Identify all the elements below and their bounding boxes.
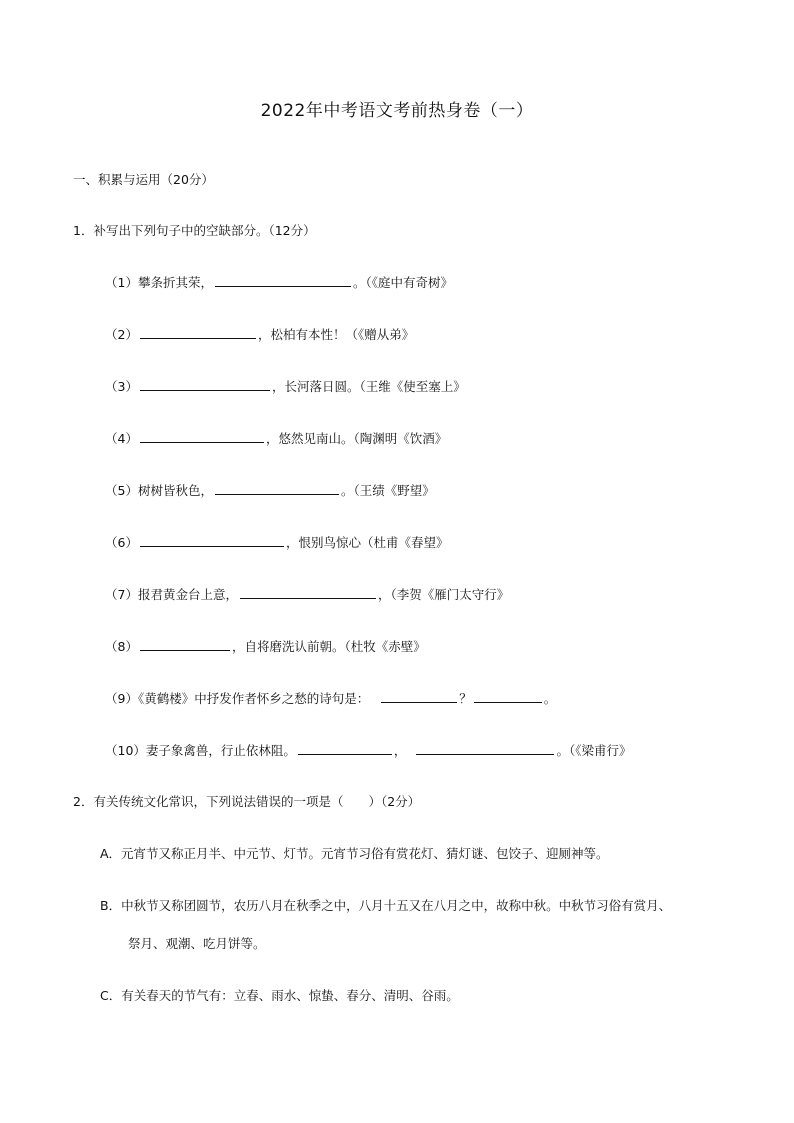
- fill-item-3: [105, 377, 466, 396]
- item-text-after: 。: [543, 691, 557, 706]
- fill-item-2: [105, 325, 414, 344]
- item-number: （5）: [105, 483, 138, 498]
- fill-item-1: [105, 273, 453, 292]
- option-a[interactable]: A．元宵节又称正月半、中元节、灯节。元宵节习俗有赏花灯、猜灯谜、包饺子、迎厕神等。: [100, 846, 609, 861]
- item-number: （8）: [105, 639, 138, 654]
- item-text-mid: ？: [459, 691, 472, 706]
- fill-item-5: [105, 481, 435, 500]
- answer-blank[interactable]: [140, 377, 270, 391]
- fill-item-6: [105, 533, 448, 552]
- answer-blank[interactable]: [140, 637, 230, 651]
- answer-blank[interactable]: [298, 741, 392, 755]
- fill-item-10: [105, 741, 631, 760]
- item-text-after: 。（《梁甫行》: [556, 743, 632, 758]
- option-b-continued: 祭月、观潮、吃月饼等。: [128, 936, 266, 951]
- item-text-before: 攀条折其荣，: [137, 275, 213, 290]
- item-text-before: 妻子象禽兽，行止依林阻。: [145, 743, 296, 758]
- item-text-after: ，悠然见南山。（陶渊明《饮酒》: [265, 431, 448, 446]
- item-text-after: 。（《庭中有奇树》: [352, 275, 453, 290]
- answer-blank[interactable]: [381, 689, 457, 703]
- item-text-mid: ，: [393, 743, 407, 758]
- answer-blank[interactable]: [140, 533, 284, 547]
- option-c[interactable]: C．有关春天的节气有：立春、雨水、惊蛰、春分、清明、谷雨。: [100, 988, 459, 1003]
- item-text-after: 。（王绩《野望》: [340, 483, 435, 498]
- item-text-after: ，（李贺《雁门太守行》: [377, 587, 510, 602]
- item-text-before: 《黄鹤楼》中抒发作者怀乡之愁的诗句是：: [137, 691, 370, 706]
- item-text-after: ，恨别鸟惊心（杜甫《春望》: [285, 535, 449, 550]
- item-number: （4）: [105, 431, 138, 446]
- answer-blank[interactable]: [140, 429, 264, 443]
- answer-blank[interactable]: [416, 741, 554, 755]
- item-number: （2）: [105, 327, 138, 342]
- answer-blank[interactable]: [140, 325, 256, 339]
- item-text-after: ，松柏有本性！（《赠从弟》: [257, 327, 415, 342]
- fill-item-4: [105, 429, 447, 448]
- answer-blank[interactable]: [240, 585, 376, 599]
- fill-item-7: [105, 585, 509, 604]
- answer-blank[interactable]: [215, 273, 351, 287]
- section-heading: 一、积累与运用（20分）: [73, 172, 214, 187]
- item-text-after: ，自将磨洗认前朝。（杜牧《赤壁》: [231, 639, 426, 654]
- item-number: （6）: [105, 535, 138, 550]
- fill-item-9: [105, 689, 556, 708]
- item-text-before: 报君黄金台上意，: [137, 587, 238, 602]
- question-1-prompt: 1．补写出下列句子中的空缺部分。（12分）: [73, 223, 316, 238]
- item-number: （1）: [105, 275, 138, 290]
- item-text-before: 树树皆秋色，: [137, 483, 213, 498]
- question-2-prompt: 2．有关传统文化常识，下列说法错误的一项是（ ）（2分）: [73, 794, 421, 809]
- item-number: （9）: [105, 691, 138, 706]
- option-b[interactable]: B．中秋节又称团圆节，农历八月在秋季之中，八月十五又在八月之中，故称中秋。中秋节习俗有赏月、: [100, 898, 672, 913]
- answer-blank[interactable]: [474, 689, 542, 703]
- item-text-after: ，长河落日圆。（王维《使至塞上》: [271, 379, 466, 394]
- fill-item-8: [105, 637, 426, 656]
- item-number: （7）: [105, 587, 138, 602]
- item-number: （10）: [105, 743, 146, 758]
- item-number: （3）: [105, 379, 138, 394]
- page-title: 2022年中考语文考前热身卷（一）: [260, 101, 534, 121]
- answer-blank[interactable]: [215, 481, 339, 495]
